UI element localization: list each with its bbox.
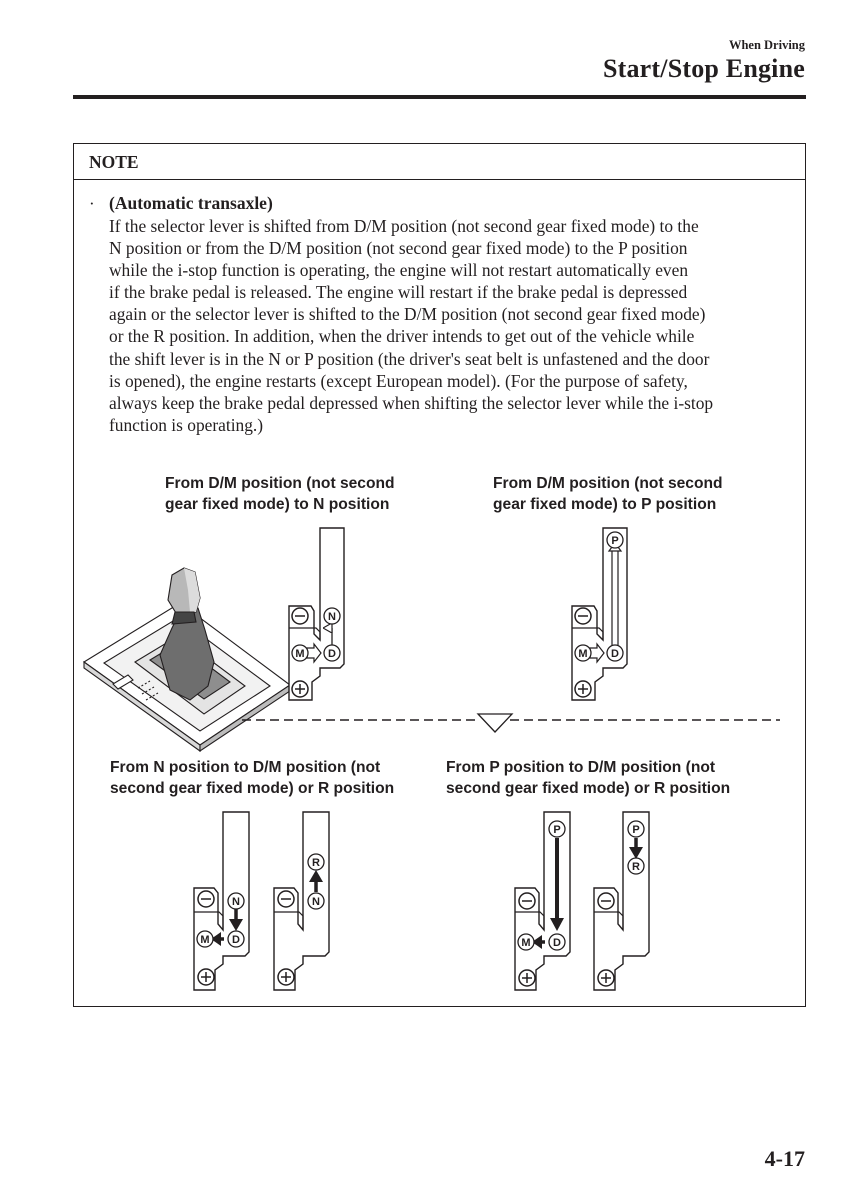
note-line: if the brake pedal is released. The engine will restart if the brake pedal is depressed	[109, 282, 688, 303]
note-line: or the R position. In addition, when the driver intends to get out of the vehicle while	[109, 326, 695, 347]
svg-text:P: P	[553, 824, 561, 836]
svg-text:R: R	[312, 857, 320, 869]
label-m-circle	[292, 645, 308, 661]
note-line: while the i-stop function is operating, the engine will not restart automatically even	[109, 260, 689, 281]
svg-text:D: D	[232, 934, 240, 946]
label-m-circle	[518, 934, 534, 950]
bullet-mark: ·	[89, 194, 95, 213]
svg-text:D: D	[611, 648, 619, 660]
label-p-circle	[628, 821, 644, 837]
svg-text:R: R	[632, 861, 640, 873]
minus-icon	[575, 608, 591, 624]
caption-n-to-dm: From N position to D/M position (not second gear fixed mode) or R position	[110, 759, 395, 797]
plus-icon	[598, 970, 614, 986]
plus-icon	[292, 681, 308, 697]
label-r-circle	[308, 854, 324, 870]
minus-icon	[292, 608, 308, 624]
note-line: If the selector lever is shifted from D/M position (not second gear fixed mode) to the	[109, 216, 699, 236]
svg-text:M: M	[578, 648, 588, 660]
label-p-circle	[607, 532, 623, 548]
label-r-circle	[628, 858, 644, 874]
label-m-circle	[575, 645, 591, 661]
svg-text:N: N	[232, 896, 240, 908]
label-d-circle	[549, 934, 565, 950]
note-line: the shift lever is in the N or P position (the driver's seat belt is unfastened and the door	[109, 348, 710, 369]
svg-text:P: P	[611, 535, 619, 547]
label-p-circle	[549, 821, 565, 837]
plus-icon	[278, 969, 294, 985]
note-heading: NOTE	[89, 152, 139, 172]
caption-p-to-dm: From P position to D/M position (not second gear fixed mode) or R position	[446, 759, 731, 797]
svg-text:P: P	[632, 824, 640, 836]
label-d-circle	[228, 931, 244, 947]
page-title: Start/Stop Engine	[602, 54, 805, 83]
minus-icon	[278, 891, 294, 907]
note-line: always keep the brake pedal depressed when shifting the selector lever while the i-stop	[109, 392, 714, 413]
note-line: N position or from the D/M position (not second gear fixed mode) to the P position	[109, 238, 688, 259]
label-d-circle	[324, 645, 340, 661]
note-line: function is operating.)	[109, 414, 264, 435]
label-n-circle	[308, 893, 324, 909]
label-d-circle	[607, 645, 623, 661]
note-line: is opened), the engine restarts (except European model). (For the purpose of safety,	[109, 370, 688, 391]
svg-text:N: N	[328, 611, 336, 623]
shift-lever-illustration	[84, 568, 290, 751]
svg-text:D: D	[553, 937, 561, 949]
label-n-circle	[228, 893, 244, 909]
svg-text:N: N	[312, 896, 320, 908]
minus-icon	[598, 893, 614, 909]
svg-text:M: M	[295, 648, 305, 660]
caption-dm-to-n: From D/M position (not second gear fixed mode) to N position	[165, 475, 395, 513]
label-n-circle	[324, 608, 340, 624]
plus-icon	[519, 970, 535, 986]
section-header: When Driving	[728, 38, 805, 52]
caption-dm-to-p: From D/M position (not second gear fixed mode) to P position	[493, 475, 723, 513]
svg-text:D: D	[328, 648, 336, 660]
svg-text:M: M	[200, 934, 210, 946]
separator-arrow	[242, 714, 780, 732]
page-number: 4-17	[764, 1146, 805, 1171]
bullet-title: (Automatic transaxle)	[109, 193, 273, 213]
plus-icon	[575, 681, 591, 697]
minus-icon	[198, 891, 214, 907]
note-line: again or the selector lever is shifted to the D/M position (not second gear fixed mode)	[109, 304, 706, 325]
svg-text:M: M	[521, 937, 531, 949]
plus-icon	[198, 969, 214, 985]
minus-icon	[519, 893, 535, 909]
label-m-circle	[197, 931, 213, 947]
